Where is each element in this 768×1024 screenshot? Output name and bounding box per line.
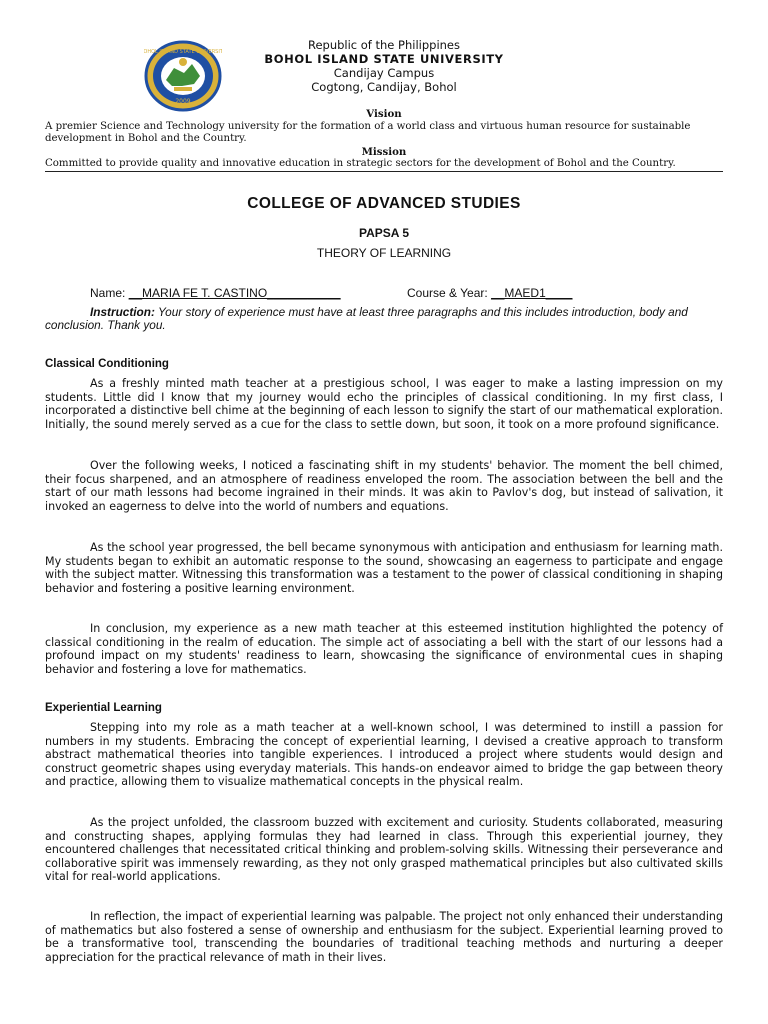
course-code: PAPSA 5 [358,226,409,240]
paragraph: In reflection, the impact of experiential learning was palpable. The project not only enhanced their understanding of mathematics but also fostered a sense of ownership and enthusiasm for the subject. Experiential learning proved to be a transformative tool, transcending the boundaries of traditional teaching methods and nurturing a deeper appreciation for the practical relevance of math in their lives. [45,910,723,964]
course-year-label: Course & Year: [407,286,492,300]
mission-label: Mission [361,146,407,158]
instruction-text: Your story of experience must have at least three paragraphs and this includes introduction, body and conclusion. Thank you. [45,305,688,332]
name-label: Name: [90,286,129,300]
course-title: THEORY OF LEARNING [316,246,452,260]
seal-text: BOHOL ISLAND STATE UNIVERSITY [144,49,222,55]
instruction-label: Instruction: [90,305,155,319]
seal-year: 2009 [175,98,191,105]
section-heading-experiential: Experiential Learning [45,702,162,714]
vision-text: A premier Science and Technology university for the formation of a world class and virtuous human resource for sustainable development in Bohol and the Country. [45,121,691,144]
letterhead-line1: Republic of the Philippines [307,38,461,52]
college-title: COLLEGE OF ADVANCED STUDIES [247,195,521,212]
university-name: BOHOL ISLAND STATE UNIVERSITY [264,52,504,66]
vision-label: Vision [366,108,402,120]
instruction [45,306,723,332]
university-seal-icon [144,40,222,112]
campus-name: Candijay Campus [333,66,435,80]
header-divider [45,171,723,172]
paragraph: Stepping into my role as a math teacher at a well-known school, I was determined to instill a passion for numbers in my students. Embracing the concept of experiential learning, I devised a creative approach to transform abstract mathematical theories into tangible experiences. I introduced a project where students would design and construct geometric shapes using everyday materials. This hands-on endeavor aimed to bridge the gap between theory and practice, allowing them to visualize mathematical concepts in the physical realm. [45,721,723,789]
paragraph: In conclusion, my experience as a new math teacher at this esteemed institution highlighted the potency of classical conditioning in the realm of education. The simple act of associating a bell with the start of our lessons had a profound impact on my students' readiness to learn, showcasing the significance of environmental cues in shaping behavior and fostering a love for mathematics. [45,622,723,676]
course-year-value: __MAED1____ [491,286,573,300]
campus-address: Cogtong, Candijay, Bohol [311,80,457,94]
name-value: __MARIA FE T. CASTINO___________ [128,286,341,300]
course-year-field [407,286,572,300]
letterhead [230,38,538,94]
mission-text: Committed to provide quality and innovative education in strategic sectors for the development of Bohol and the Country. [45,158,676,169]
paragraph: Over the following weeks, I noticed a fascinating shift in my students' behavior. The moment the bell chimed, their focus sharpened, and an atmosphere of readiness enveloped the room. The association between the bell and the start of our math lessons had become ingrained in their minds. It was akin to Pavlov's dog, but instead of salivation, it invoked an eagerness to delve into the world of numbers and equations. [45,459,723,513]
name-field [90,286,341,300]
section-heading-classical: Classical Conditioning [45,358,169,370]
paragraph: As the project unfolded, the classroom buzzed with excitement and curiosity. Students collaborated, measuring and constructing shapes, applying formulas they had learned in class. Through this experiential journey, they encountered challenges that necessitated critical thinking and problem-solving skills. Witnessing their perseverance and collaborative spirit was immensely rewarding, as they not only grasped mathematical principles but also cultivated skills vital for real-world applications. [45,816,723,884]
paragraph: As the school year progressed, the bell became synonymous with anticipation and enthusiasm for learning math. My students began to exhibit an automatic response to the sound, showcasing an eagerness to participate and engage with the subject matter. Witnessing this transformation was a testament to the power of classical conditioning in shaping behavior and fostering a positive learning environment. [45,541,723,595]
paragraph: As a freshly minted math teacher at a prestigious school, I was eager to make a lasting impression on my students. Little did I know that my journey would echo the principles of classical conditioning. In my first class, I incorporated a distinctive bell chime at the beginning of each lesson to signify the start of our mathematical exploration. Initially, the sound merely served as a cue for the class to settle down, but soon, it took on a more profound significance. [45,377,723,431]
